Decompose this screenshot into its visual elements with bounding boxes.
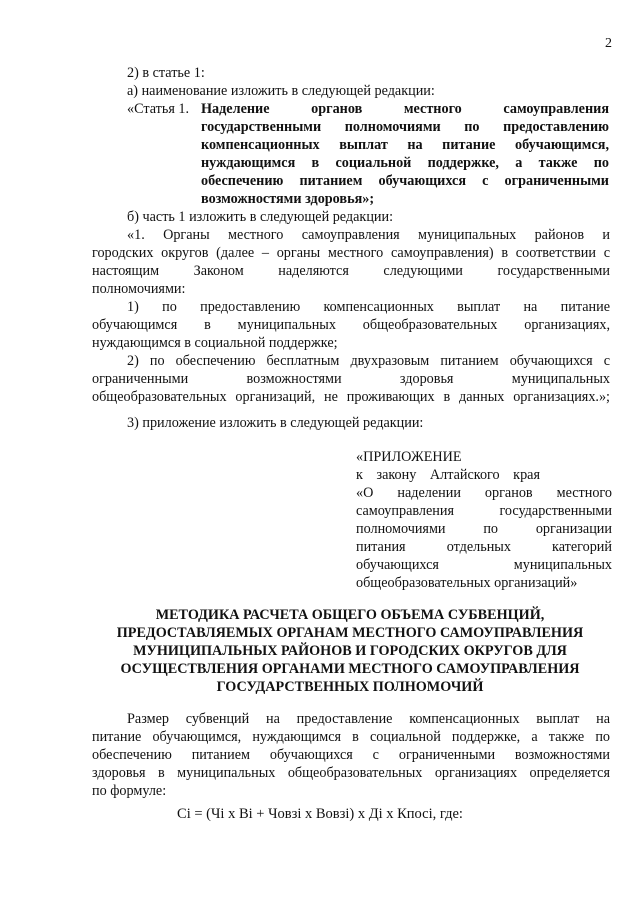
section-2-header: 2) в статье 1: (127, 65, 205, 81)
point2-last: общеобразовательных организаций, не проживающих в данных организациях.»; (92, 389, 610, 405)
point2-line-1: 2) по обеспечению бесплатным двухразовым питанием обучающихся с (127, 353, 610, 369)
appendix-j-4: питания отдельных категорий (356, 539, 612, 555)
point2-line-2: ограниченными возможностями здоровья муниципальных (92, 371, 610, 387)
article-title-prefix: «Статья 1. (127, 101, 190, 117)
part1-line-3: настоящим Законом наделяются следующими государственными (92, 263, 610, 279)
appendix-j-2: самоуправления государственными (356, 503, 612, 519)
page-number: 2 (605, 36, 612, 51)
body-line-2: питание обучающимся, нуждающимся в социальной поддержке, а также по (92, 729, 610, 745)
article-title-line-3: компенсационных выплат на питание обучающимся, (201, 137, 609, 153)
method-title-line-1: МЕТОДИКА РАСЧЕТА ОБЩЕГО ОБЪЕМА СУБВЕНЦИЙ, (155, 607, 545, 623)
part1-last: полномочиями: (92, 281, 186, 297)
article-title-line-1: Наделение органов местного самоуправления (201, 101, 609, 117)
article-title-line-4: нуждающимся в социальной поддержке, а также по (201, 155, 609, 171)
point1-line-2: обучающимся в муниципальных общеобразовательных организациях, (92, 317, 610, 333)
article-title-last (201, 190, 374, 208)
item-a: а) наименование изложить в следующей редакции: (127, 83, 435, 99)
appendix-title: «ПРИЛОЖЕНИЕ (356, 449, 462, 465)
body-line-4: здоровья в муниципальных общеобразовательных организациях определяется (92, 765, 610, 781)
body-line-1: Размер субвенций на предоставление компенсационных выплат на (127, 711, 610, 727)
method-title-line-2: ПРЕДОСТАВЛЯЕМЫХ ОРГАНАМ МЕСТНОГО САМОУПРАВЛЕНИЯ (116, 625, 584, 641)
method-title-line-4: ОСУЩЕСТВЛЕНИЯ ОРГАНАМИ МЕСТНОГО САМОУПРАВЛЕНИЯ (120, 661, 580, 677)
appendix-line-1: к закону Алтайского края (356, 467, 540, 483)
appendix-last: общеобразовательных организаций» (356, 575, 578, 591)
body-line-3: обеспечению питанием обучающихся с ограниченными возможностями (92, 747, 610, 763)
item-b: б) часть 1 изложить в следующей редакции: (127, 209, 394, 225)
appendix-j-1: «О наделении органов местного (356, 485, 612, 501)
appendix-j-5: обучающихся муниципальных (356, 557, 612, 573)
article-title-line-2: государственными полномочиями по предоставлению (201, 119, 609, 135)
body-last: по формуле: (92, 783, 167, 799)
point1-line-1: 1) по предоставлению компенсационных выплат на питание (127, 299, 610, 315)
appendix-j-3: полномочиями по организации (356, 521, 612, 537)
article-title-last-text: возможностями здоровья»; (201, 191, 375, 207)
formula: Сi = (Чi x Вi + Човзi x Вовзi) x Дi x Кпосi, где: (177, 806, 463, 822)
part1-line-1: «1. Органы местного самоуправления муниципальных районов и (127, 227, 610, 243)
method-title-line-5: ГОСУДАРСТВЕННЫХ ПОЛНОМОЧИЙ (216, 679, 484, 695)
part1-line-2: городских округов (далее – органы местного самоуправления) в соответствии с (92, 245, 610, 261)
method-title-line-3: МУНИЦИПАЛЬНЫХ РАЙОНОВ И ГОРОДСКИХ ОКРУГОВ ДЛЯ (133, 643, 567, 659)
point1-last: нуждающимся в социальной поддержке; (92, 335, 338, 351)
section-3-header: 3) приложение изложить в следующей редакции: (127, 415, 424, 431)
article-title-line-5: обеспечению питанием обучающихся с ограниченными (201, 173, 609, 189)
